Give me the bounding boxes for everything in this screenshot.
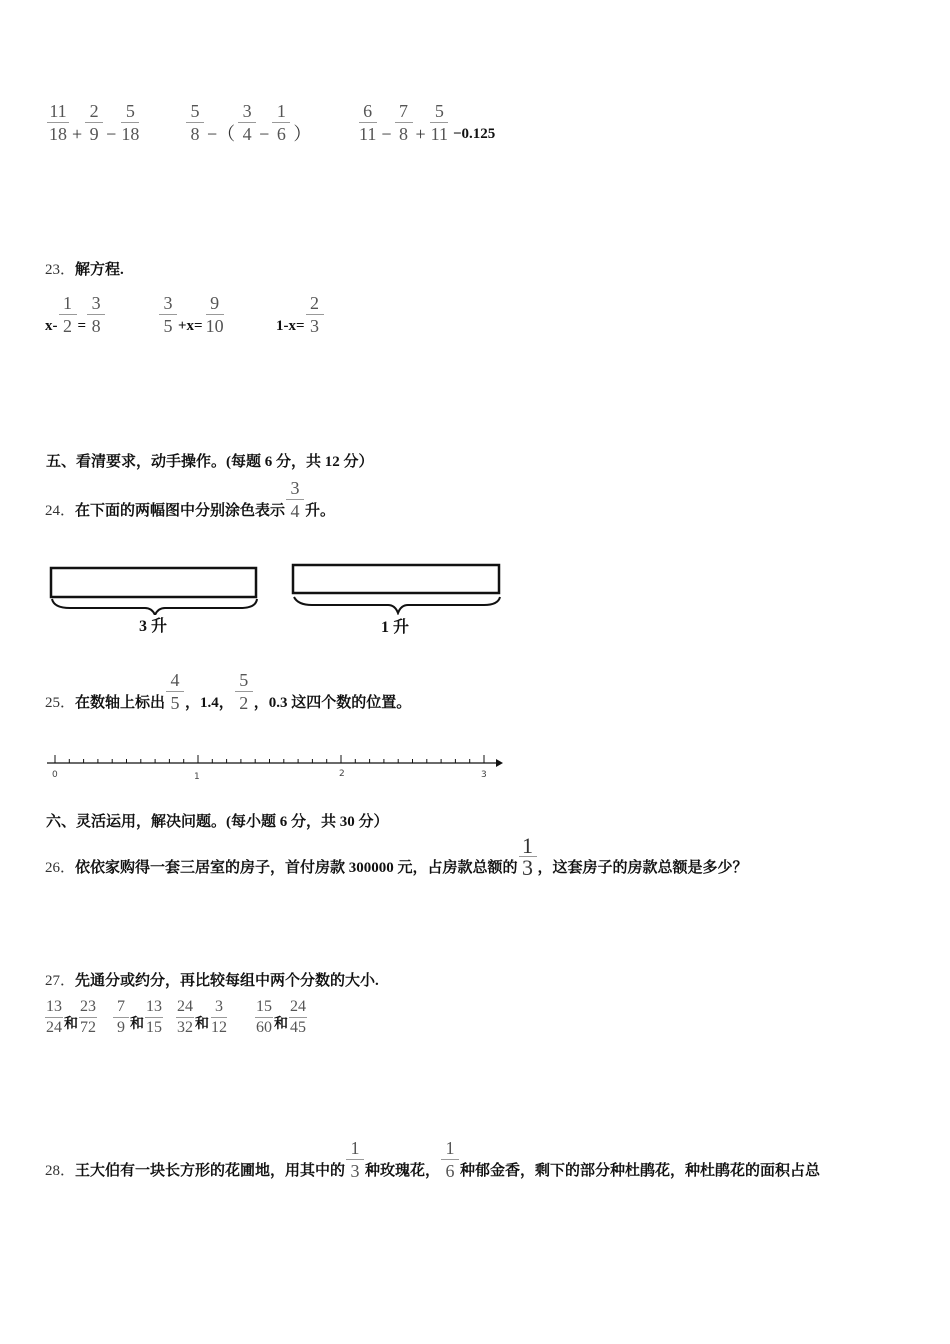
- equation-2: [158, 292, 227, 337]
- expression-3: [356, 100, 497, 145]
- numerator: 24: [289, 997, 307, 1018]
- numerator: 7: [113, 997, 129, 1018]
- operator: ）: [293, 124, 312, 144]
- section-title: 六、灵活运用，解决问题。(每小题 6 分，共 30 分）: [46, 814, 389, 830]
- numerator: 1: [272, 100, 290, 123]
- operator: −: [259, 124, 270, 144]
- question-text: 种郁金香，剩下的部分种杜鹃花，种杜鹃花的面积占总: [460, 1163, 821, 1179]
- number-line: [0, 750, 520, 775]
- denominator: 15: [146, 1019, 162, 1036]
- section-6-heading: [46, 811, 389, 833]
- fraction: [395, 100, 413, 145]
- section-5-heading: [46, 451, 374, 473]
- joiner-text: 和: [130, 1017, 144, 1032]
- numerator: 3: [87, 292, 105, 315]
- numerator: 13: [145, 997, 163, 1018]
- operator: −: [381, 124, 392, 144]
- equation-text: =: [77, 318, 87, 334]
- denominator: 18: [49, 124, 67, 144]
- fraction: [145, 997, 163, 1038]
- question-text: ，这套房子的房款总额是多少？: [537, 860, 748, 876]
- equation-3: [276, 292, 325, 337]
- fraction: [176, 997, 194, 1038]
- equation-1: [45, 292, 106, 337]
- numerator: 13: [45, 997, 63, 1018]
- fraction: [306, 292, 324, 337]
- denominator: 11: [430, 124, 448, 144]
- container-1-liter: [293, 565, 500, 613]
- numerator: 1: [441, 1137, 459, 1160]
- question-number: 26．: [45, 860, 76, 876]
- question-number: 23．: [45, 262, 76, 278]
- fraction: [186, 100, 204, 145]
- denominator: 2: [239, 693, 249, 713]
- denominator: 24: [46, 1019, 62, 1036]
- question-number: 27．: [45, 973, 76, 989]
- numerator: 5: [430, 100, 448, 123]
- axis-label-2: 2: [339, 769, 345, 779]
- question-27-title: [45, 970, 379, 992]
- fraction: [210, 997, 228, 1038]
- denominator: 5: [170, 693, 180, 713]
- question-23-title: [45, 259, 124, 281]
- numerator: 1: [59, 292, 77, 315]
- numerator: 3: [211, 997, 227, 1018]
- numerator: 5: [235, 669, 253, 692]
- joiner-text: 和: [195, 1017, 209, 1032]
- fraction: [346, 1137, 364, 1182]
- numerator: 1: [519, 836, 537, 857]
- compare-group-4: [254, 997, 308, 1038]
- question-24: [45, 477, 335, 522]
- expression-1: [46, 100, 142, 145]
- denominator: 32: [177, 1019, 193, 1036]
- fraction: [289, 997, 307, 1038]
- question-text: 依依家购得一套三居室的房子，首付房款 300000 元，占房款总额的: [75, 860, 518, 876]
- question-text: 升。: [305, 503, 336, 519]
- denominator: 8: [399, 124, 408, 144]
- fraction: [159, 292, 177, 337]
- operator: −0.125: [453, 126, 496, 142]
- fraction: [79, 997, 97, 1038]
- equation-text: x-: [45, 318, 58, 334]
- equation-text: +x=: [178, 318, 203, 334]
- denominator: 18: [121, 124, 140, 144]
- numerator: 6: [359, 100, 377, 123]
- question-26: [45, 833, 748, 880]
- denominator: 60: [256, 1019, 272, 1036]
- expression-2: [185, 100, 313, 145]
- question-text: 王大伯有一块长方形的花圃地，用其中的: [75, 1163, 346, 1179]
- denominator: 3: [522, 855, 534, 880]
- fraction: [238, 100, 256, 145]
- numerator: 4: [166, 669, 184, 692]
- equation-text: 1-x=: [276, 318, 305, 334]
- fraction: [166, 669, 184, 714]
- denominator: 8: [91, 316, 101, 336]
- fraction: [204, 292, 226, 337]
- fraction: [85, 100, 103, 145]
- joiner-text: 和: [274, 1017, 288, 1032]
- question-text: 在下面的两幅图中分别涂色表示: [75, 503, 286, 519]
- numerator: 5: [121, 100, 139, 123]
- numerator: 24: [176, 997, 194, 1018]
- axis-label-1: 1: [194, 772, 200, 782]
- operator: +: [415, 124, 426, 144]
- numerator: 1: [346, 1137, 364, 1160]
- compare-group-3: [175, 997, 229, 1038]
- denominator: 4: [290, 501, 300, 521]
- fraction: [255, 997, 273, 1038]
- denominator: 72: [80, 1019, 96, 1036]
- numerator: 15: [255, 997, 273, 1018]
- arrow-icon: [496, 759, 503, 767]
- denominator: 5: [163, 316, 173, 336]
- question-28: [45, 1137, 820, 1182]
- compare-group-2: [112, 997, 164, 1038]
- question-25: [45, 669, 411, 714]
- fraction: [47, 100, 69, 145]
- fraction: [113, 997, 129, 1038]
- denominator: 10: [205, 316, 224, 336]
- question-text: 解方程.: [75, 262, 124, 278]
- fraction: [519, 833, 537, 880]
- denominator: 9: [117, 1019, 125, 1036]
- numerator: 3: [238, 100, 256, 123]
- numerator: 5: [186, 100, 204, 123]
- container-label-3: 3 升: [139, 618, 168, 635]
- question-text: 先通分或约分，再比较每组中两个分数的大小.: [75, 973, 379, 989]
- fraction: [87, 292, 105, 337]
- operator: −: [106, 124, 117, 144]
- container-label-1: 1 升: [381, 619, 410, 636]
- section-title: 五、看清要求，动手操作。(每题 6 分，共 12 分）: [46, 454, 374, 470]
- denominator: 12: [211, 1019, 227, 1036]
- numerator: 2: [306, 292, 324, 315]
- denominator: 6: [276, 124, 286, 144]
- numerator: 23: [79, 997, 97, 1018]
- container-diagrams: [0, 555, 520, 615]
- axis-label-3: 3: [481, 770, 487, 780]
- numerator: 7: [395, 100, 413, 123]
- fraction: [45, 997, 63, 1038]
- fraction: [357, 100, 378, 145]
- denominator: 9: [89, 124, 99, 144]
- operator: −（: [207, 124, 236, 144]
- compare-group-1: [44, 997, 98, 1038]
- numerator: 9: [206, 292, 224, 315]
- numerator: 2: [85, 100, 103, 123]
- fraction: [272, 100, 290, 145]
- denominator: 8: [190, 124, 200, 144]
- fraction: [59, 292, 77, 337]
- question-number: 25．: [45, 695, 76, 711]
- fraction: [429, 100, 450, 145]
- question-text: ，1.4，: [185, 695, 234, 711]
- container-3-liters: [51, 568, 257, 615]
- question-number: 24．: [45, 503, 76, 519]
- axis-label-0: 0: [52, 770, 58, 780]
- numerator: 3: [286, 477, 304, 500]
- denominator: 3: [310, 316, 320, 336]
- question-text: ，0.3 这四个数的位置。: [253, 695, 412, 711]
- denominator: 45: [290, 1019, 306, 1036]
- question-number: 28．: [45, 1163, 76, 1179]
- fraction: [235, 669, 253, 714]
- question-text: 在数轴上标出: [75, 695, 166, 711]
- denominator: 3: [350, 1161, 360, 1181]
- fraction: [286, 477, 304, 522]
- denominator: 6: [445, 1161, 455, 1181]
- numerator: 11: [49, 101, 67, 121]
- joiner-text: 和: [64, 1017, 78, 1032]
- fraction: [119, 100, 141, 145]
- denominator: 2: [63, 316, 72, 336]
- fraction: [441, 1137, 459, 1182]
- denominator: 4: [242, 124, 252, 144]
- question-text: 种玫瑰花，: [365, 1163, 441, 1179]
- operator: +: [72, 124, 83, 144]
- numerator: 3: [159, 292, 177, 315]
- denominator: 11: [359, 124, 377, 144]
